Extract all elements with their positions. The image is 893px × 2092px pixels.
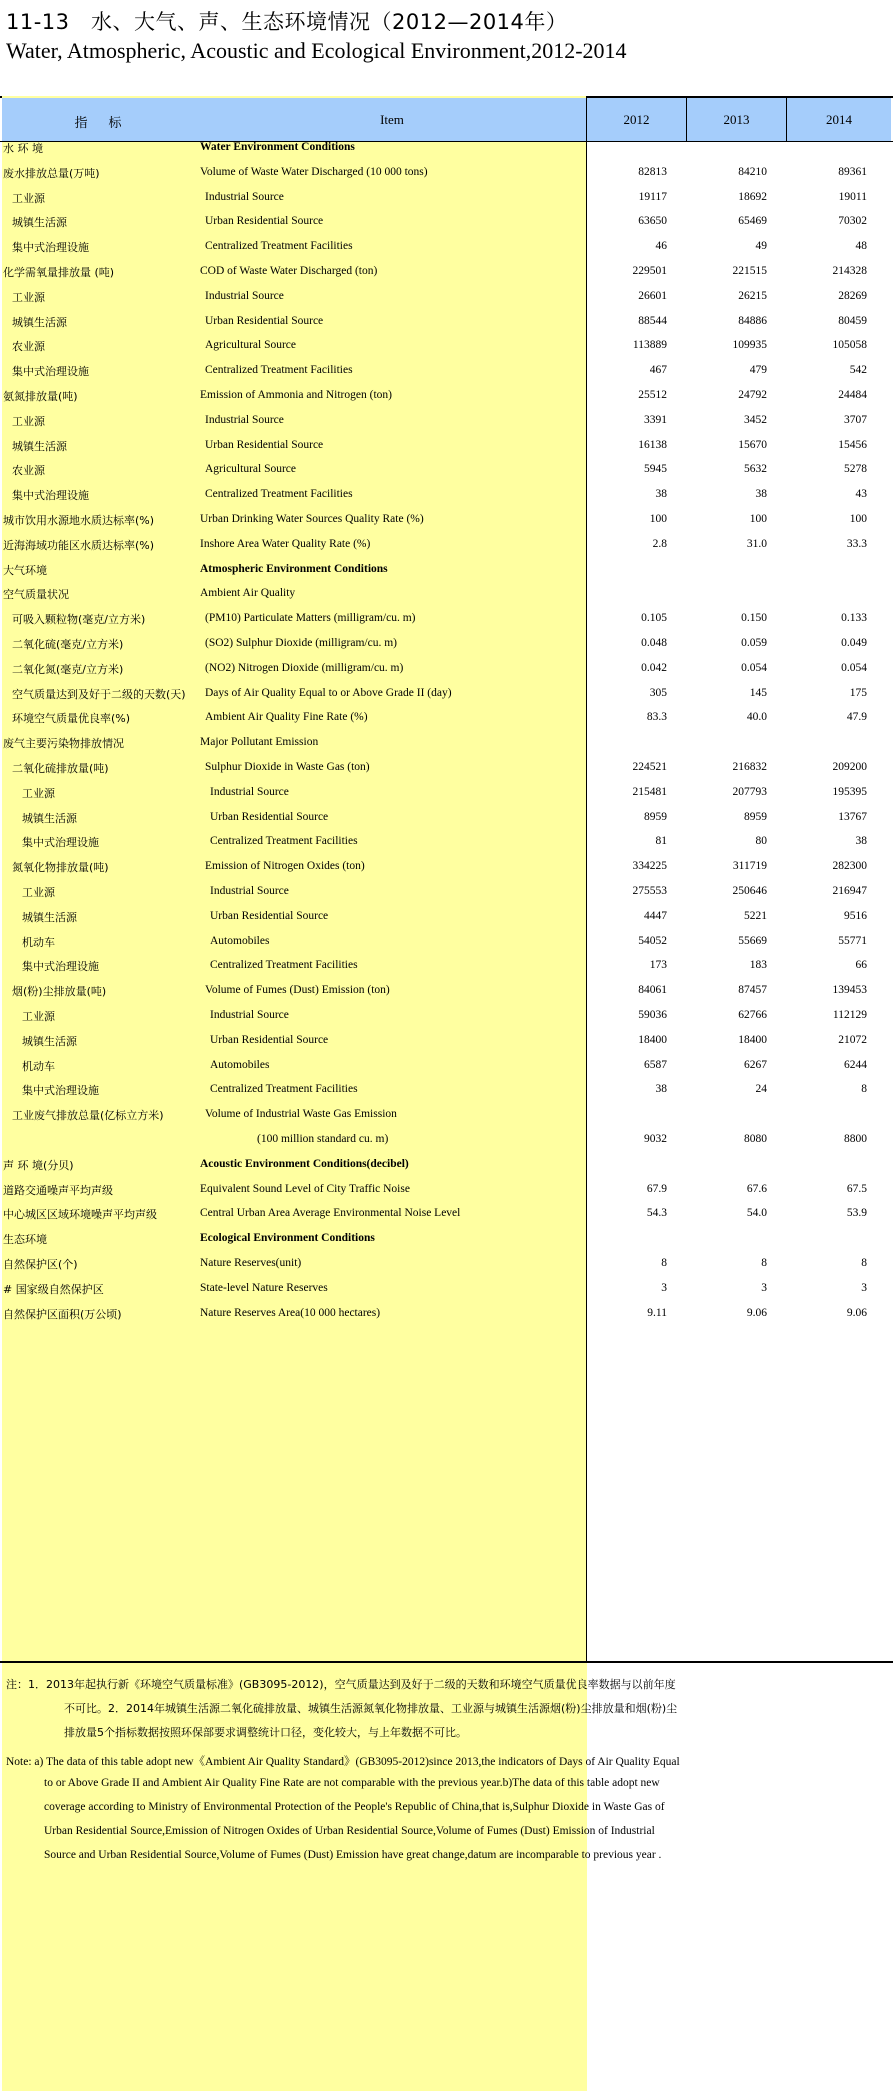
row-value-2013: 0.150 (741, 612, 767, 625)
header-indicator-label: 指 标 (74, 116, 126, 131)
table-row (0, 237, 893, 257)
row-value-2013: 216832 (732, 761, 767, 773)
table-row (0, 436, 893, 456)
row-label-cn: 自然保护区面积(万公顷) (3, 1307, 122, 1321)
table-row (0, 1254, 893, 1274)
row-label-cn: 烟(粉)尘排放量(吨) (12, 985, 107, 999)
row-value-2013: 8 (761, 1257, 767, 1269)
row-value-2013: 38 (755, 488, 767, 501)
row-value-2012: 54.3 (646, 1207, 667, 1220)
row-value-2014: 47.9 (846, 711, 867, 724)
row-label-en: Volume of Industrial Waste Gas Emission (205, 1108, 397, 1121)
table-row (0, 956, 893, 976)
row-label-cn: 城镇生活源 (22, 910, 77, 924)
table-bottom-rule (0, 1661, 893, 1663)
row-label-cn: 环境空气质量优良率(%) (12, 712, 131, 726)
row-label-cn: 工业源 (22, 786, 55, 800)
table-row (0, 1031, 893, 1051)
row-value-2012: 25512 (638, 389, 667, 401)
row-value-2014: 8800 (844, 1133, 867, 1145)
row-value-2014: 67.5 (846, 1182, 867, 1195)
row-value-2014: 216947 (832, 885, 867, 897)
row-value-2012: 0.048 (641, 637, 667, 649)
row-label-en: Industrial Source (210, 785, 289, 798)
row-label-en: Centralized Treatment Facilities (205, 488, 353, 501)
row-label-cn: 生态环境 (3, 1233, 47, 1247)
note-cn-line: 排放量5个指标数据按照环保部要求调整统计口径，变化较大，与上年数据不可比。 (64, 1726, 467, 1739)
row-value-2012: 0.105 (641, 612, 667, 625)
table-row (0, 1229, 893, 1249)
table-row (0, 634, 893, 654)
row-value-2013: 5221 (744, 909, 767, 922)
row-value-2014: 0.049 (841, 637, 867, 649)
table-row (0, 882, 893, 902)
row-label-en: Sulphur Dioxide in Waste Gas (ton) (205, 761, 370, 773)
table-row (0, 708, 893, 728)
table-row (0, 783, 893, 803)
row-label-en: Urban Residential Source (210, 810, 329, 823)
row-value-2012: 67.9 (646, 1182, 667, 1195)
header-year-2012: 2012 (623, 112, 650, 127)
row-value-2012: 38 (655, 1083, 667, 1096)
row-value-2013: 49 (755, 240, 767, 253)
row-label-en: Nature Reserves(unit) (200, 1257, 302, 1269)
row-value-2012: 88544 (638, 314, 667, 327)
row-value-2014: 3707 (844, 413, 867, 426)
row-value-2013: 6267 (744, 1058, 767, 1071)
table-row (0, 981, 893, 1001)
row-label-cn: 大气环境 (3, 563, 47, 577)
row-value-2012: 215481 (632, 785, 667, 798)
row-value-2012: 82813 (638, 165, 667, 178)
row-value-2013: 0.054 (741, 661, 767, 674)
row-value-2012: 6587 (644, 1058, 667, 1071)
row-label-en: Agricultural Source (205, 339, 297, 352)
row-label-en: Centralized Treatment Facilities (205, 364, 353, 377)
row-label-en: Industrial Source (205, 190, 284, 203)
row-label-en: Ambient Air Quality (200, 587, 296, 600)
header-year-2014-cell (787, 98, 891, 141)
row-value-2013: 87457 (738, 984, 767, 997)
row-label-cn: 集中式治理设施 (12, 365, 89, 379)
header-year-2014: 2014 (826, 112, 852, 127)
row-label-en: COD of Waste Water Discharged (ton) (200, 265, 378, 277)
row-value-2013: 80 (755, 835, 767, 848)
table-row (0, 138, 893, 158)
row-label-en: Automobiles (210, 1058, 270, 1071)
row-label-en: Urban Residential Source (210, 1033, 329, 1046)
row-value-2013: 62766 (738, 1009, 767, 1021)
row-label-cn: 工业源 (12, 414, 45, 428)
row-value-2014: 3 (861, 1281, 867, 1294)
row-value-2012: 0.042 (641, 661, 667, 674)
row-value-2014: 0.133 (841, 612, 867, 625)
row-value-2014: 21072 (838, 1033, 867, 1046)
row-value-2013: 55669 (738, 934, 767, 947)
row-label-en: Equivalent Sound Level of City Traffic Noise (200, 1182, 410, 1195)
row-label-en: Industrial Source (205, 413, 284, 426)
row-label-en: Emission of Ammonia and Nitrogen (ton) (200, 389, 392, 401)
row-label-cn: # 国家级自然保护区 (3, 1282, 104, 1296)
row-label-cn: 空气质量达到及好于二级的天数(天) (12, 687, 186, 701)
table-row (0, 312, 893, 332)
row-value-2013: 109935 (732, 339, 767, 352)
note-en-line: Note: a) The data of this table adopt new《Ambient Air Quality Standard》(GB3095-2012)since 2013,the indicators of Days of Air Quality Equal (6, 1756, 680, 1768)
row-label-en: Central Urban Area Average Environmental Noise Level (200, 1207, 461, 1220)
row-value-2013: 18400 (738, 1033, 767, 1046)
row-value-2014: 6244 (844, 1058, 867, 1071)
row-value-2014: 9.06 (846, 1306, 867, 1319)
row-label-cn: 机动车 (22, 935, 55, 949)
row-label-cn: 自然保护区(个) (3, 1258, 78, 1271)
row-value-2014: 139453 (832, 984, 867, 997)
note-cn-line: 不可比。2．2014年城镇生活源二氧化硫排放量、城镇生活源氮氧化物排放量、工业源与城镇生活源烟(粉)尘排放量和烟(粉)尘 (64, 1702, 678, 1715)
row-label-cn: 工业源 (12, 290, 45, 304)
row-value-2013: 311719 (732, 860, 767, 873)
row-label-cn: 集中式治理设施 (12, 489, 89, 503)
row-value-2013: 207793 (732, 785, 767, 798)
row-label-cn: 氮氧化物排放量(吨) (12, 861, 109, 875)
row-label-cn: 氨氮排放量(吨) (3, 390, 78, 403)
row-value-2013: 54.0 (746, 1207, 767, 1220)
row-value-2013: 15670 (738, 438, 767, 451)
row-value-2012: 38 (655, 488, 667, 501)
table-row (0, 659, 893, 679)
row-value-2014: 209200 (832, 761, 867, 773)
row-value-2013: 84210 (738, 165, 767, 178)
row-value-2013: 18692 (738, 190, 767, 203)
row-label-cn: 农业源 (12, 340, 45, 354)
row-value-2012: 18400 (638, 1033, 667, 1046)
note-en-line: coverage according to Ministry of Environmental Protection of the People's Republic of China,that is,Sulphur Dioxide in Waste Gas of (44, 1801, 665, 1813)
row-value-2013: 24792 (738, 389, 767, 401)
row-value-2013: 100 (749, 513, 767, 525)
row-label-en: (100 million standard cu. m) (257, 1133, 389, 1145)
row-label-cn: 城镇生活源 (22, 1034, 77, 1048)
table-row (0, 609, 893, 629)
row-value-2012: 83.3 (646, 711, 667, 724)
row-value-2014: 105058 (832, 339, 867, 352)
row-value-2014: 282300 (832, 860, 867, 873)
row-value-2014: 66 (855, 959, 867, 972)
row-label-en: (NO2) Nitrogen Dioxide (milligram/cu. m) (205, 661, 404, 674)
row-label-cn: 二氧化氮(毫克/立方米) (12, 662, 124, 676)
row-value-2014: 33.3 (846, 537, 867, 550)
row-value-2014: 100 (849, 513, 867, 525)
row-label-en: (PM10) Particulate Matters (milligram/cu. m) (205, 612, 416, 625)
page-title-en: Water, Atmospheric, Acoustic and Ecological Environment,2012-2014 (6, 38, 627, 63)
row-value-2012: 4447 (644, 909, 667, 922)
row-label-en: Centralized Treatment Facilities (210, 959, 358, 972)
row-value-2012: 19117 (638, 190, 667, 203)
row-value-2014: 195395 (832, 785, 867, 798)
row-value-2014: 542 (849, 364, 867, 377)
row-value-2014: 19011 (838, 190, 867, 203)
row-label-cn: 二氧化硫(毫克/立方米) (12, 638, 124, 651)
page-title-cn: 11-13 水、大气、声、生态环境情况（2012—2014年） (6, 10, 568, 34)
row-label-en: Agricultural Source (205, 463, 297, 476)
row-label-en: Atmospheric Environment Conditions (200, 562, 388, 575)
row-label-cn: 集中式治理设施 (12, 241, 89, 255)
row-value-2012: 59036 (638, 1009, 667, 1021)
row-value-2014: 8 (861, 1083, 867, 1096)
row-label-cn: 废气主要污染物排放情况 (3, 737, 124, 751)
note-cn-line: 注：1．2013年起执行新《环境空气质量标准》(GB3095-2012)，空气质量达到及好于二级的天数和环境空气质量优良率数据与以前年度 (6, 1678, 676, 1691)
row-label-en: State-level Nature Reserves (200, 1281, 328, 1294)
header-indicator-cell (2, 98, 198, 141)
row-label-en: Water Environment Conditions (200, 141, 355, 153)
table-row (0, 1155, 893, 1175)
row-label-cn: 道路交通噪声平均声级 (3, 1183, 113, 1197)
row-value-2013: 24 (755, 1083, 767, 1096)
row-label-cn: 水 环 境 (3, 142, 43, 155)
row-value-2012: 3 (661, 1281, 667, 1294)
table-row (0, 262, 893, 282)
row-label-en: (SO2) Sulphur Dioxide (milligram/cu. m) (205, 637, 397, 649)
table-row (0, 361, 893, 381)
header-item-cell (198, 98, 587, 141)
table-row (0, 510, 893, 530)
header-year-2013: 2013 (723, 112, 750, 127)
row-value-2014: 53.9 (846, 1207, 867, 1220)
row-value-2012: 3391 (644, 413, 667, 426)
table-row (0, 1105, 893, 1125)
row-label-cn: 城市饮用水源地水质达标率(%) (3, 514, 155, 527)
table-row (0, 1130, 893, 1150)
row-label-en: Urban Residential Source (210, 909, 329, 922)
row-value-2012: 100 (649, 513, 667, 525)
note-en-line: Urban Residential Source,Emission of Nitrogen Oxides of Urban Residential Source,Volume of Fumes (Dust) Emission of Industrial (44, 1825, 655, 1837)
table-row (0, 163, 893, 183)
row-label-en: Nature Reserves Area(10 000 hectares) (200, 1306, 381, 1319)
row-label-cn: 废水排放总量(万吨) (3, 166, 100, 180)
row-value-2014: 13767 (838, 810, 867, 823)
table-row (0, 1279, 893, 1299)
row-label-en: Urban Residential Source (205, 314, 324, 327)
row-label-en: Industrial Source (210, 1009, 289, 1021)
table-row (0, 1080, 893, 1100)
row-value-2013: 65469 (738, 215, 767, 228)
row-value-2013: 67.6 (746, 1182, 767, 1195)
row-value-2013: 0.059 (741, 637, 767, 649)
table-row (0, 1304, 893, 1324)
row-value-2012: 5945 (644, 463, 667, 476)
row-value-2013: 145 (749, 686, 767, 699)
table-row (0, 460, 893, 480)
row-label-cn: 城镇生活源 (22, 811, 77, 825)
row-value-2012: 84061 (638, 984, 667, 997)
row-label-en: Ecological Environment Conditions (200, 1232, 375, 1245)
row-label-en: Centralized Treatment Facilities (210, 1083, 358, 1096)
row-value-2012: 9032 (644, 1133, 667, 1145)
row-value-2013: 250646 (732, 885, 767, 897)
row-label-en: Acoustic Environment Conditions(decibel) (200, 1157, 409, 1170)
row-label-cn: 集中式治理设施 (22, 836, 99, 850)
row-value-2014: 70302 (838, 215, 867, 228)
row-label-en: Industrial Source (205, 289, 284, 302)
row-label-en: Volume of Waste Water Discharged (10 000 tons) (200, 165, 428, 178)
row-value-2013: 84886 (738, 314, 767, 327)
row-value-2012: 26601 (638, 289, 667, 302)
row-value-2012: 8 (661, 1257, 667, 1269)
table-row (0, 336, 893, 356)
table-row (0, 212, 893, 232)
row-label-cn: 城镇生活源 (12, 216, 67, 230)
table-row (0, 684, 893, 704)
row-label-cn: 声 环 境(分贝) (3, 1158, 74, 1172)
table-row (0, 907, 893, 927)
row-label-en: Urban Residential Source (205, 438, 324, 451)
row-label-cn: 城镇生活源 (12, 439, 67, 453)
row-value-2012: 9.11 (647, 1306, 667, 1319)
row-label-cn: 工业源 (22, 886, 55, 899)
table-row (0, 386, 893, 406)
row-value-2014: 28269 (838, 289, 867, 302)
header-item-label: Item (380, 112, 404, 127)
row-value-2014: 48 (855, 240, 867, 253)
row-label-cn: 可吸入颗粒物(毫克/立方米) (12, 613, 146, 627)
note-en-line: to or Above Grade II and Ambient Air Quality Fine Rate are not comparable with the previous year.b)The data of this table adopt new (44, 1777, 660, 1789)
row-value-2013: 221515 (732, 265, 767, 277)
row-value-2012: 54052 (638, 934, 667, 947)
row-label-cn: 机动车 (22, 1059, 55, 1073)
row-label-cn: 农业源 (12, 464, 45, 478)
row-label-cn: 工业源 (22, 1010, 55, 1023)
table-row (0, 188, 893, 208)
row-value-2012: 113889 (632, 339, 667, 352)
row-value-2014: 55771 (838, 934, 867, 947)
table-row (0, 733, 893, 753)
row-value-2014: 9516 (844, 909, 867, 922)
row-label-en: Days of Air Quality Equal to or Above Grade II (day) (205, 686, 452, 699)
row-label-en: Automobiles (210, 934, 270, 947)
row-value-2012: 305 (649, 686, 667, 699)
row-label-cn: 工业废气排放总量(亿标立方米) (12, 1109, 164, 1123)
row-value-2012: 224521 (632, 761, 667, 773)
table-row (0, 857, 893, 877)
row-value-2012: 8959 (644, 810, 667, 823)
row-value-2013: 5632 (744, 463, 767, 476)
header-year-2012-cell (587, 98, 687, 141)
table-row (0, 758, 893, 778)
row-value-2014: 15456 (838, 438, 867, 451)
row-value-2012: 46 (655, 240, 667, 253)
row-value-2012: 16138 (638, 438, 667, 451)
row-value-2012: 467 (649, 364, 667, 377)
row-value-2012: 229501 (632, 265, 667, 277)
row-label-cn: 集中式治理设施 (22, 1084, 99, 1098)
row-label-en: Centralized Treatment Facilities (210, 835, 358, 848)
row-value-2014: 80459 (838, 314, 867, 327)
table-row (0, 485, 893, 505)
table-row (0, 932, 893, 952)
table-row (0, 1056, 893, 1076)
row-value-2012: 334225 (632, 860, 667, 873)
row-label-en: Inshore Area Water Quality Rate (%) (200, 537, 371, 550)
table-row (0, 1006, 893, 1026)
row-value-2012: 81 (655, 835, 667, 848)
row-label-en: Urban Drinking Water Sources Quality Rate (%) (200, 513, 424, 525)
row-value-2012: 275553 (632, 885, 667, 897)
row-value-2014: 43 (855, 488, 867, 501)
table-row (0, 287, 893, 307)
row-value-2014: 8 (861, 1257, 867, 1269)
row-value-2014: 112129 (832, 1009, 867, 1021)
row-label-en: Ambient Air Quality Fine Rate (%) (205, 711, 368, 724)
row-label-cn: 空气质量状况 (3, 588, 69, 602)
row-value-2014: 24484 (838, 389, 867, 401)
row-value-2014: 214328 (832, 265, 867, 277)
note-en-line: Source and Urban Residential Source,Volume of Fumes (Dust) Emission have great change,datum are incomparable to previous year . (44, 1849, 662, 1861)
row-value-2014: 5278 (844, 463, 867, 476)
table-row (0, 584, 893, 604)
row-label-en: Industrial Source (210, 885, 289, 897)
row-value-2013: 183 (749, 959, 767, 972)
table-row (0, 808, 893, 828)
header-year-2013-cell (687, 98, 787, 141)
row-value-2013: 26215 (738, 289, 767, 302)
data-table (0, 96, 893, 2092)
row-value-2014: 38 (855, 835, 867, 848)
table-row (0, 411, 893, 431)
row-label-cn: 近海海域功能区水质达标率(%) (3, 538, 155, 552)
table-row (0, 1180, 893, 1200)
row-value-2012: 63650 (638, 215, 667, 228)
row-value-2014: 89361 (838, 165, 867, 178)
row-label-en: Urban Residential Source (205, 215, 324, 228)
row-value-2013: 8959 (744, 810, 767, 823)
row-value-2014: 175 (849, 686, 867, 699)
row-value-2013: 40.0 (746, 711, 767, 724)
row-label-en: Major Pollutant Emission (200, 736, 319, 749)
row-label-cn: 工业源 (12, 191, 45, 205)
row-value-2013: 3 (761, 1281, 767, 1294)
row-label-en: Volume of Fumes (Dust) Emission (ton) (205, 984, 390, 997)
row-label-en: Centralized Treatment Facilities (205, 240, 353, 253)
row-label-cn: 化学需氧量排放量 (吨) (3, 266, 115, 279)
row-value-2013: 3452 (744, 413, 767, 426)
row-value-2013: 479 (749, 364, 767, 377)
table-row (0, 1204, 893, 1224)
table-row (0, 832, 893, 852)
row-label-en: Emission of Nitrogen Oxides (ton) (205, 860, 365, 873)
row-label-cn: 集中式治理设施 (22, 960, 99, 974)
row-label-cn: 城镇生活源 (12, 315, 67, 329)
row-value-2014: 0.054 (841, 661, 867, 674)
table-row (0, 535, 893, 555)
row-label-cn: 中心城区区域环境噪声平均声级 (3, 1208, 157, 1222)
table-row (0, 560, 893, 580)
row-value-2013: 31.0 (746, 537, 767, 550)
row-label-cn: 二氧化硫排放量(吨) (12, 762, 109, 775)
row-value-2013: 9.06 (746, 1306, 767, 1319)
row-value-2012: 173 (649, 959, 667, 972)
row-value-2013: 8080 (744, 1133, 767, 1145)
row-value-2012: 2.8 (652, 537, 667, 550)
